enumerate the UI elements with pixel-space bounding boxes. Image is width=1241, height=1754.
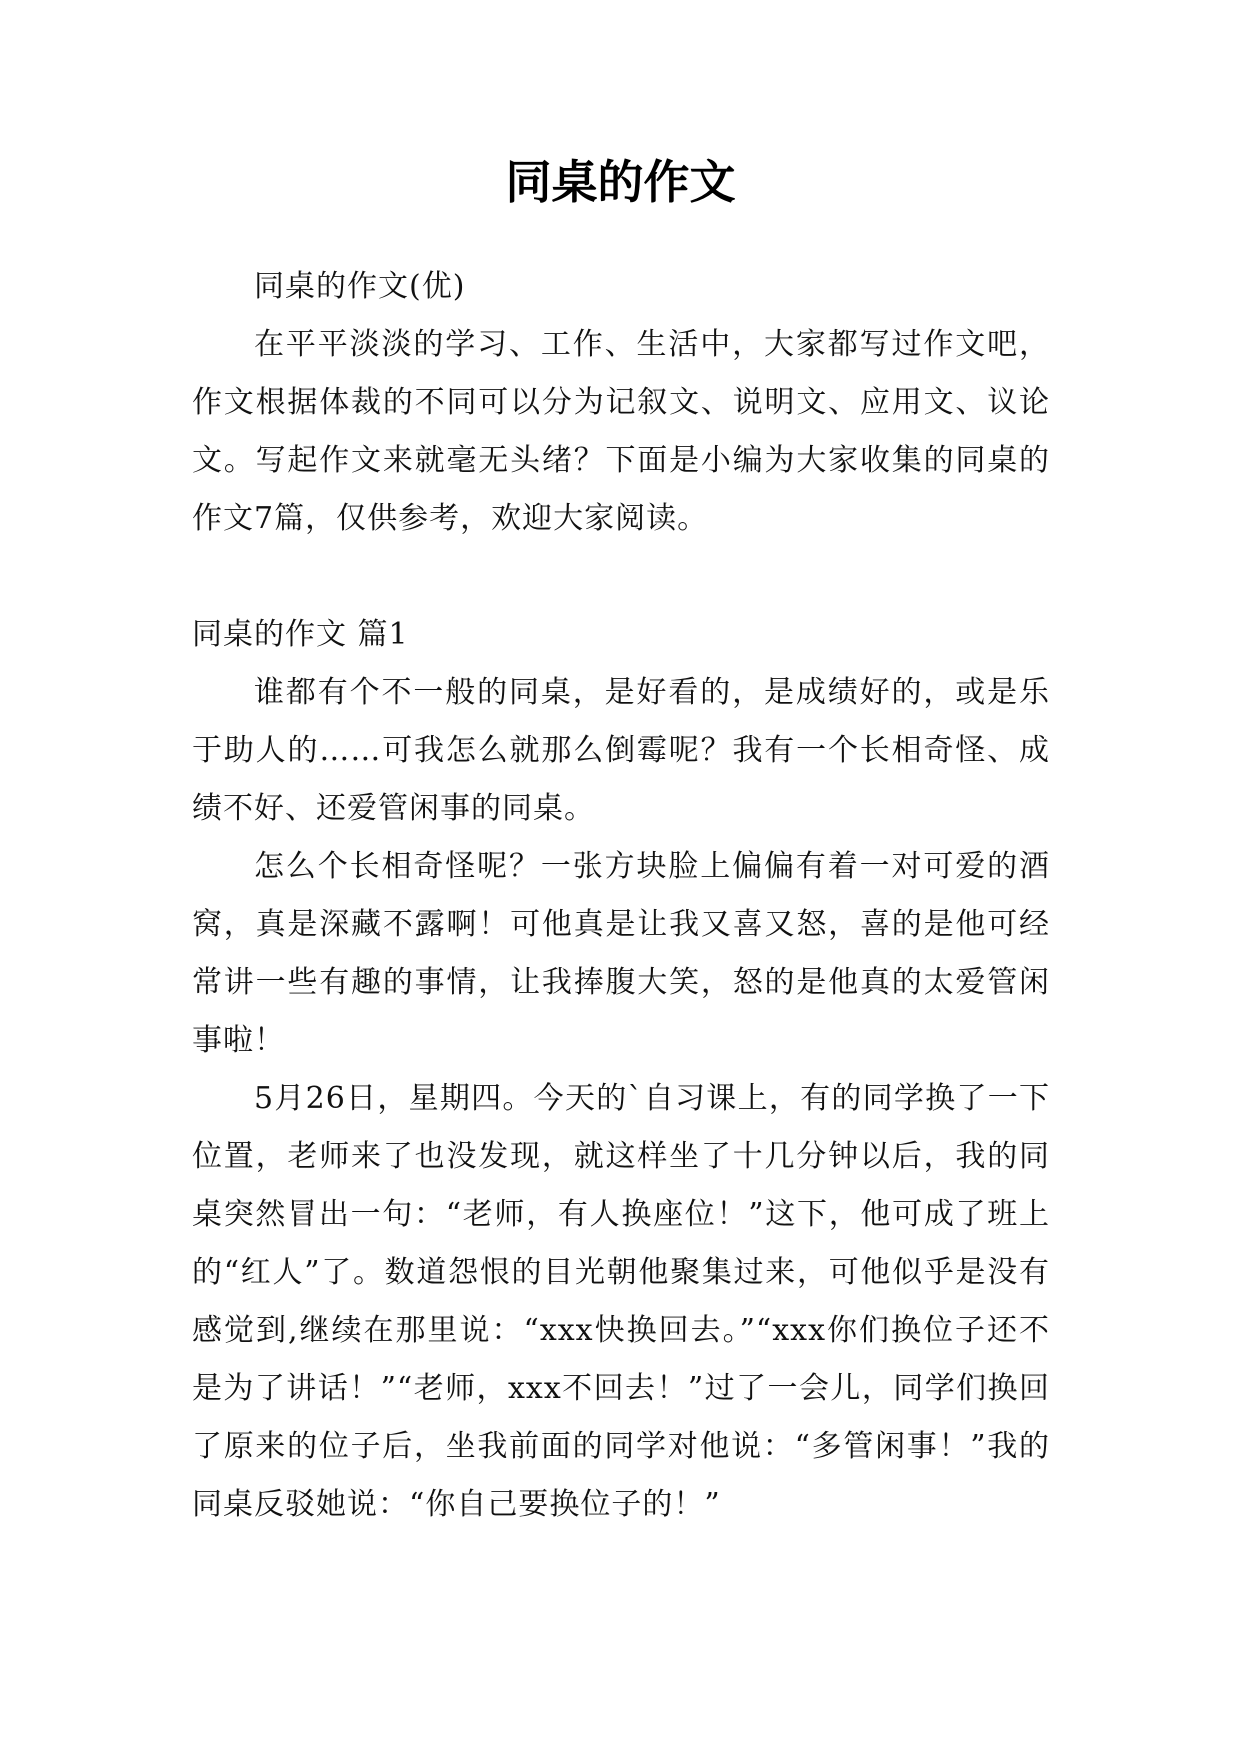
intro-paragraph: 在平平淡淡的学习、工作、生活中，大家都写过作文吧，作文根据体裁的不同可以分为记叙文、说明文、应用文、议论文。写起作文来就毫无头绪？下面是小编为大家收集的同桌的作文7篇，仅供参考，欢迎大家阅读。 [192,327,1050,536]
body-paragraph: 谁都有个不一般的同桌，是好看的，是成绩好的，或是乐于助人的……可我怎么就那么倒霉呢？我有一个长相奇怪、成绩不好、还爱管闲事的同桌。 [192,675,1050,826]
body-paragraph: 5月26日，星期四。今天的`自习课上，有的同学换了一下位置，老师来了也没发现，就这样坐了十几分钟以后，我的同桌突然冒出一句：“老师，有人换座位！”这下，他可成了班上的“红人”了。数道怨恨的目光朝他聚集过来，可他似乎是没有感觉到,继续在那里说：“xxx快换回去。”“xxx你们换位子还不是为了讲话！”“老师，xxx不回去！”过了一会儿，同学们换回了原来的位子后，坐我前面的同学对他说：“多管闲事！”我的同桌反驳她说：“你自己要换位子的！” [192,1081,1050,1522]
document-subtitle: 同桌的作文(优) [254,269,466,304]
body-paragraph: 怎么个长相奇怪呢？一张方块脸上偏偏有着一对可爱的酒窝，真是深藏不露啊！可他真是让我又喜又怒，喜的是他可经常讲一些有趣的事情，让我捧腹大笑，怒的是他真的太爱管闲事啦！ [192,849,1050,1058]
document-body [192,258,1050,1534]
section-heading: 同桌的作文 篇1 [192,617,409,652]
document-title: 同桌的作文 [505,155,736,209]
